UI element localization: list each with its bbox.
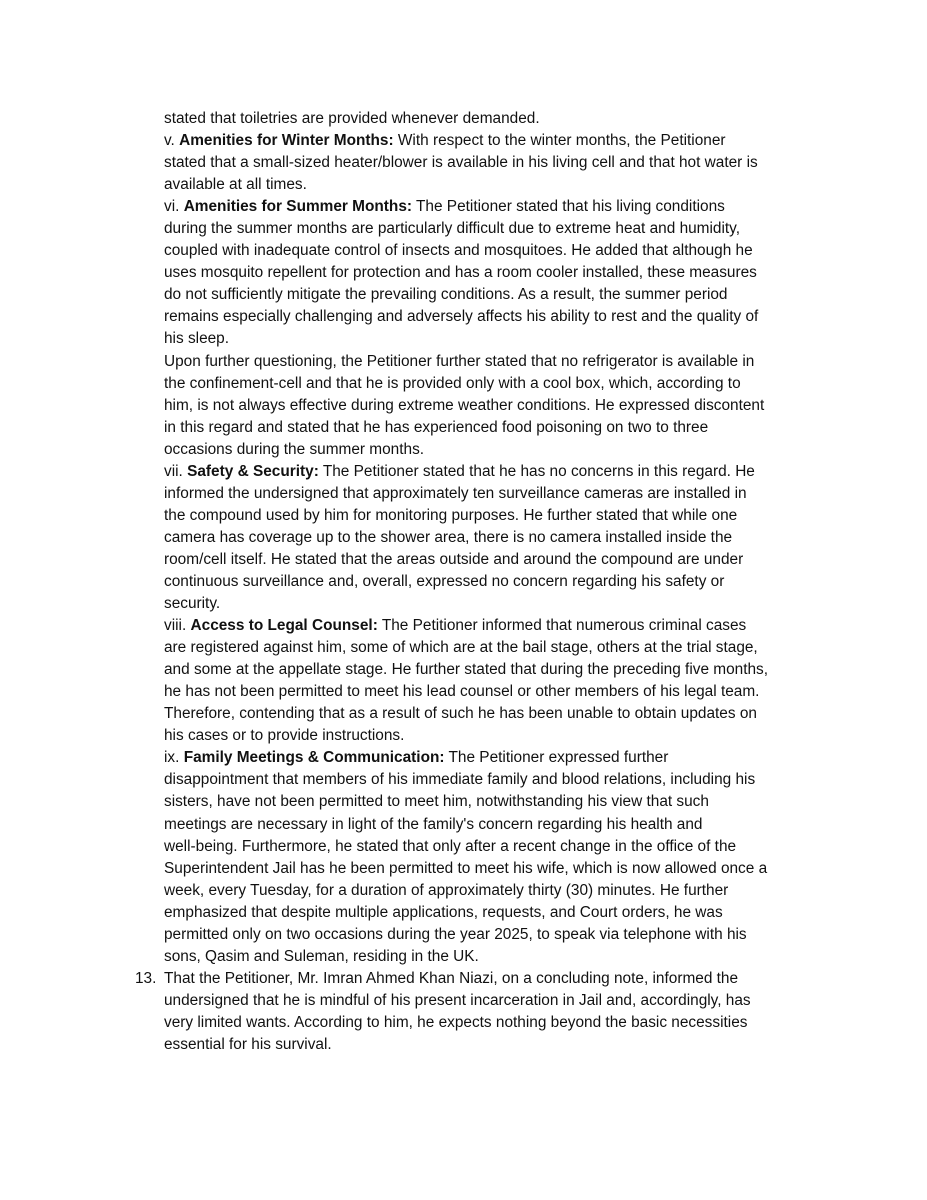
item-heading: Amenities for Winter Months:	[179, 132, 394, 150]
item-family-meetings	[164, 747, 828, 967]
item-winter-amenities	[164, 130, 828, 196]
item-legal-counsel	[164, 615, 828, 747]
text-line: him, is not always effective during extreme weather conditions. He expressed discontent	[164, 396, 765, 414]
item-marker: v.	[164, 132, 175, 150]
document-body	[135, 108, 828, 1056]
text-line: stated that toiletries are provided whenever demanded.	[164, 110, 540, 127]
item-marker: ix.	[164, 749, 180, 767]
text-line: sisters, have not been permitted to meet him, notwithstanding his view that such	[164, 793, 709, 811]
item-first-line	[164, 747, 828, 769]
text-line: Upon further questioning, the Petitioner further stated that no refrigerator is available in	[164, 352, 755, 370]
text-line: Therefore, contending that as a result of such he has been unable to obtain updates on	[164, 705, 757, 723]
text-line: the compound used by him for monitoring purposes. He further stated that while one	[164, 506, 738, 524]
text-line: disappointment that members of his immediate family and blood relations, including his	[164, 771, 756, 789]
text-line: his sleep.	[164, 330, 230, 348]
text-line: camera has coverage up to the shower area, there is no camera installed inside the	[164, 528, 733, 546]
item-marker: viii.	[164, 617, 187, 635]
text-line: security.	[164, 595, 221, 613]
paragraph-13	[135, 968, 828, 1056]
item-heading: Amenities for Summer Months:	[183, 198, 413, 216]
text-line: well-being. Furthermore, he stated that only after a recent change in the office of the	[164, 837, 737, 855]
item-heading: Safety & Security:	[187, 462, 319, 480]
item-first-line-text: With respect to the winter months, the Petitioner	[393, 132, 726, 150]
text-line: sons, Qasim and Suleman, residing in the UK.	[164, 947, 479, 965]
text-line: undersigned that he is mindful of his present incarceration in Jail and, accordingly, has	[164, 991, 751, 1009]
text-line: continuous surveillance and, overall, expressed no concern regarding his safety or	[164, 572, 725, 590]
text-line: in this regard and stated that he has experienced food poisoning on two to three	[164, 418, 709, 436]
text-line: available at all times.	[164, 176, 307, 194]
text-line: essential for his survival.	[164, 1035, 332, 1053]
text-line: meetings are necessary in light of the family's concern regarding his health and	[164, 815, 703, 833]
text-line: permitted only on two occasions during the year 2025, to speak via telephone with his	[164, 925, 747, 943]
text-line: do not sufficiently mitigate the prevailing conditions. As a result, the summer period	[164, 286, 728, 304]
text-line: emphasized that despite multiple applications, requests, and Court orders, he was	[164, 903, 723, 921]
text-line: room/cell itself. He stated that the areas outside and around the compound are under	[164, 550, 744, 568]
item-heading: Access to Legal Counsel:	[190, 617, 378, 635]
text-line: very limited wants. According to him, he expects nothing beyond the basic necessities	[164, 1013, 748, 1031]
text-line: the confinement-cell and that he is provided only with a cool box, which, according to	[164, 374, 741, 392]
text-line: stated that a small-sized heater/blower is available in his living cell and that hot water is	[164, 154, 758, 172]
item-marker: vi.	[164, 198, 180, 216]
item-first-line-text: The Petitioner informed that numerous criminal cases	[377, 617, 747, 635]
item-first-line-text: The Petitioner stated that his living conditions	[412, 198, 725, 216]
item-first-line	[164, 196, 828, 218]
text-line: he has not been permitted to meet his lead counsel or other members of his legal team.	[164, 683, 760, 701]
item-first-line-text: The Petitioner stated that he has no concerns in this regard. He	[318, 462, 755, 480]
text-line: his cases or to provide instructions.	[164, 727, 405, 745]
text-line: coupled with inadequate control of insects and mosquitoes. He added that although he	[164, 242, 753, 260]
item-first-line	[164, 130, 828, 152]
item-safety-security	[164, 461, 828, 615]
text-line: during the summer months are particularly difficult due to extreme heat and humidity,	[164, 220, 741, 238]
item-first-line	[164, 461, 828, 483]
text-line: remains especially challenging and adversely affects his ability to rest and the quality of	[164, 308, 759, 326]
text-line: occasions during the summer months.	[164, 440, 425, 458]
text-line: and some at the appellate stage. He further stated that during the preceding five months,	[164, 661, 769, 679]
paragraph-number: 13.	[135, 969, 157, 987]
followup-paragraph	[164, 351, 828, 461]
item-first-line	[164, 615, 828, 637]
item-first-line-text: The Petitioner expressed further	[444, 749, 669, 767]
opening-continuation	[164, 108, 828, 130]
text-line: That the Petitioner, Mr. Imran Ahmed Khan Niazi, on a concluding note, informed the	[164, 969, 739, 987]
item-heading: Family Meetings & Communication:	[183, 749, 445, 767]
text-line: are registered against him, some of which are at the bail stage, others at the trial stage,	[164, 639, 758, 657]
item-marker: vii.	[164, 462, 183, 480]
text-line: informed the undersigned that approximately ten surveillance cameras are installed in	[164, 484, 747, 502]
text-line: Superintendent Jail has he been permitted to meet his wife, which is now allowed once a	[164, 859, 768, 877]
item-summer-amenities	[164, 196, 828, 350]
text-line: week, every Tuesday, for a duration of approximately thirty (30) minutes. He further	[164, 881, 729, 899]
text-line: uses mosquito repellent for protection and has a room cooler installed, these measures	[164, 264, 757, 282]
